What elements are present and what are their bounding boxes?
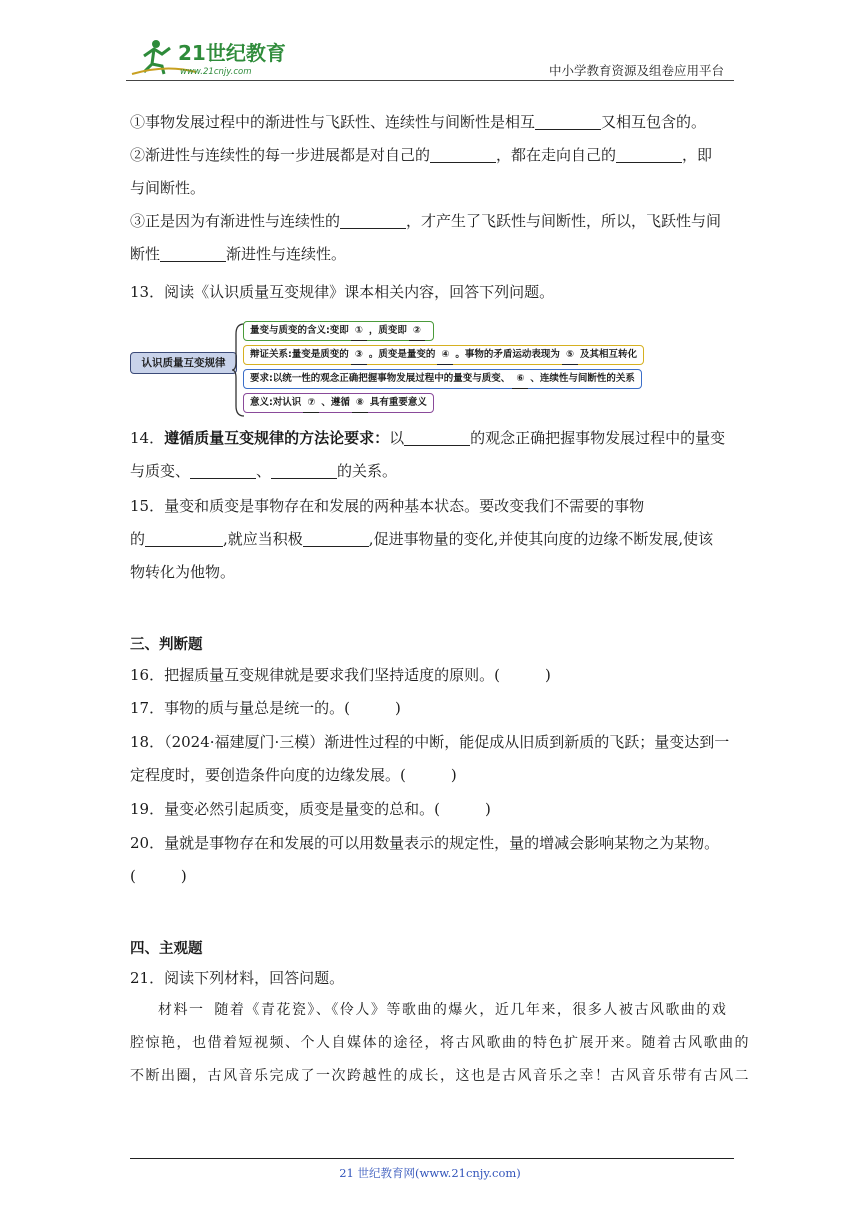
diagram-box-requirement: 要求:以统一性的观念正确把握事物发展过程中的量变与质变、 ⑥ 、连续性与间断性的关系 (243, 369, 642, 389)
item-3-cont: 断性 渐进性与连续性。 (130, 245, 347, 263)
material-line-2: 腔惊艳，也借着短视频、个人自媒体的途径，将古风歌曲的特色扩展开来。随着古风歌曲的 (130, 1035, 750, 1051)
header-divider (126, 80, 734, 81)
question-20-cont: ( ) (130, 867, 187, 885)
logo-sub-text: www.21cnjy.com (180, 67, 252, 77)
question-20: 20．量就是事物存在和发展的可以用数量表示的规定性，量的增减会影响某物之为某物。 (130, 834, 720, 852)
question-18-cont: 定程度时，要创造条件向度的边缘发展。( ) (130, 766, 457, 784)
answer-blank (303, 531, 369, 547)
section-3-title: 三、判断题 (130, 637, 203, 653)
footer-divider (130, 1158, 734, 1159)
item-3: ③正是因为有渐进性与连续性的 ，才产生了飞跃性与间断性，所以，飞跃性与间 (130, 212, 722, 230)
answer-blank (190, 463, 256, 479)
question-18: 18．（2024·福建厦门·三模）渐进性过程的中断，能促成从旧质到新质的飞跃；量变达到一 (130, 733, 730, 751)
logo-main-text: 21世纪教育 (178, 41, 286, 65)
question-16: 16．把握质量互变规律就是要求我们坚持适度的原则。( ) (130, 666, 551, 684)
answer-blank (430, 147, 496, 163)
diagram-box-relation: 辩证关系:量变是质变的 ③ 。质变是量变的 ④ 。事物的矛盾运动表现为 ⑤ 及其相互转化 (243, 345, 644, 365)
item-1: ①事物发展过程中的渐进性与飞跃性、连续性与间断性是相互 又相互包含的。 (130, 113, 707, 131)
question-19: 19．量变必然引起质变，质变是量变的总和。( ) (130, 800, 491, 818)
item-2: ②渐进性与连续性的每一步进展都是对自己的 ，都在走向自己的 ，即 (130, 146, 713, 164)
answer-blank (616, 147, 682, 163)
footer-link[interactable]: 21 世纪教育网(www.21cnjy.com) (339, 1166, 521, 1180)
question-21: 21．阅读下列材料，回答问题。 (130, 969, 345, 987)
item-2-cont: 与间断性。 (130, 179, 206, 197)
answer-blank (535, 114, 601, 130)
question-14: 14．遵循质量互变规律的方法论要求：以 的观念正确把握事物发展过程中的量变 (130, 429, 726, 447)
question-15: 15．量变和质变是事物存在和发展的两种基本状态。要改变我们不需要的事物 (130, 497, 645, 515)
section-4-title: 四、主观题 (130, 941, 203, 957)
material-line-1: 材料一 随着《青花瓷》、《伶人》等歌曲的爆火，近几年来，很多人被古风歌曲的戏 (158, 1002, 728, 1018)
answer-blank (271, 463, 337, 479)
platform-name: 中小学教育资源及组卷应用平台 (548, 63, 724, 78)
diagram-root: 认识质量互变规律 (130, 352, 237, 374)
question-14-cont: 与质变、 、 的关系。 (130, 462, 398, 480)
question-13: 13．阅读《认识质量互变规律》课本相关内容，回答下列问题。 (130, 283, 555, 301)
question-15-end: 物转化为他物。 (130, 563, 236, 581)
diagram-box-definition: 量变与质变的含义:变即 ① ，质变即 ② (243, 321, 434, 341)
answer-blank (404, 430, 470, 446)
answer-blank (145, 531, 223, 547)
question-17: 17．事物的质与量总是统一的。( ) (130, 699, 401, 717)
site-logo (126, 34, 286, 78)
diagram-box-significance: 意义:对认识 ⑦ 、遵循 ⑧ 具有重要意义 (243, 393, 434, 413)
question-15-cont: 的 ,就应当积极 ,促进事物量的变化,并使其向度的边缘不断发展,使该 (130, 530, 714, 548)
material-line-3: 不断出圈，古风音乐完成了一次跨越性的成长，这也是古风音乐之幸！古风音乐带有古风二 (130, 1068, 750, 1084)
answer-blank (340, 213, 406, 229)
answer-blank (160, 246, 226, 262)
